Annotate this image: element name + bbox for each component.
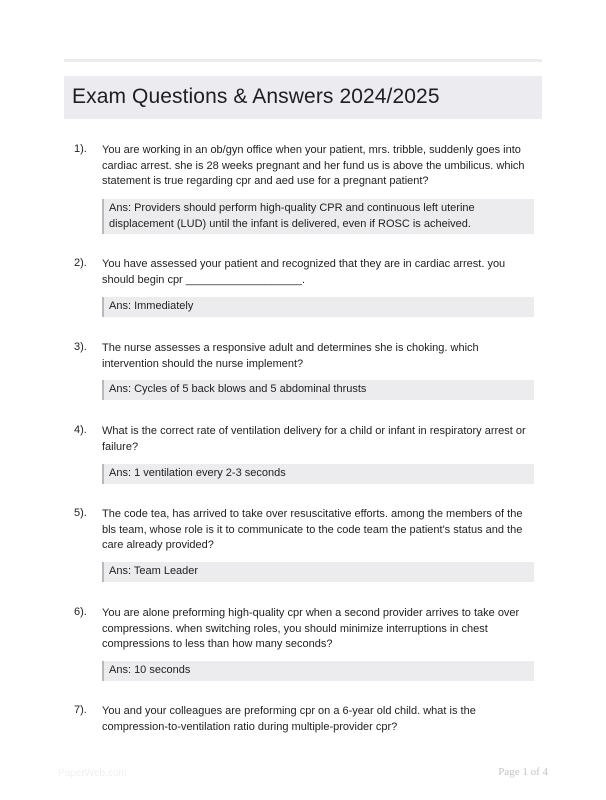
question-number: 3). [74,341,87,353]
answer-box: Ans: Providers should perform high-quality CPR and continuous left uterine displacement (LUD) until the infant is delivered, even if ROSC is acheived. [102,199,534,234]
question-number: 6). [74,606,87,618]
question-text: You have assessed your patient and recognized that they are in cardiac arrest. you should begin cpr ___________________. [102,258,506,286]
title-band [64,76,542,119]
question-number: 2). [74,257,87,269]
question-number: 7). [74,704,87,716]
question-text: The nurse assesses a responsive adult and determines she is choking. which intervention should the nurse implement? [102,342,479,370]
question-text: You and your colleagues are preforming cpr on a 6-year old child. what is the compression-to-ventilation ratio during multiple-provider cpr? [102,705,476,733]
top-divider [64,59,542,62]
question-number: 4). [74,424,87,436]
question-text: What is the correct rate of ventilation delivery for a child or infant in respiratory arrest or failure? [102,425,526,453]
question-text: You are working in an ob/gyn office when your patient, mrs. tribble, suddenly goes into cardiac arrest. she is 28 weeks pregnant and her fund us is above the umbilicus. which statement is true regarding cpr and aed use for a pregnant patient? [102,144,525,187]
answer-box: Ans: Cycles of 5 back blows and 5 abdominal thrusts [102,380,534,400]
question-text: You are alone preforming high-quality cpr when a second provider arrives to take over compressions. when switching roles, you should minimize interruptions in chest compressions to less than how many seconds? [102,607,520,650]
answer-box: Ans: Immediately [102,297,534,317]
answer-box: Ans: Team Leader [102,562,534,582]
answer-box: Ans: 10 seconds [102,661,534,681]
question-number: 1). [74,143,87,155]
answer-box: Ans: 1 ventilation every 2-3 seconds [102,464,534,484]
question-text: The code tea, has arrived to take over resuscitative efforts. among the members of the bls team, whose role is it to communicate to the code team the patient's status and the care already provided? [102,508,523,551]
page-title: Exam Questions & Answers 2024/2025 [72,85,440,108]
footer-watermark: PaperWeb.com [58,768,127,779]
question-number: 5). [74,507,87,519]
page-indicator: Page 1 of 4 [498,766,548,778]
